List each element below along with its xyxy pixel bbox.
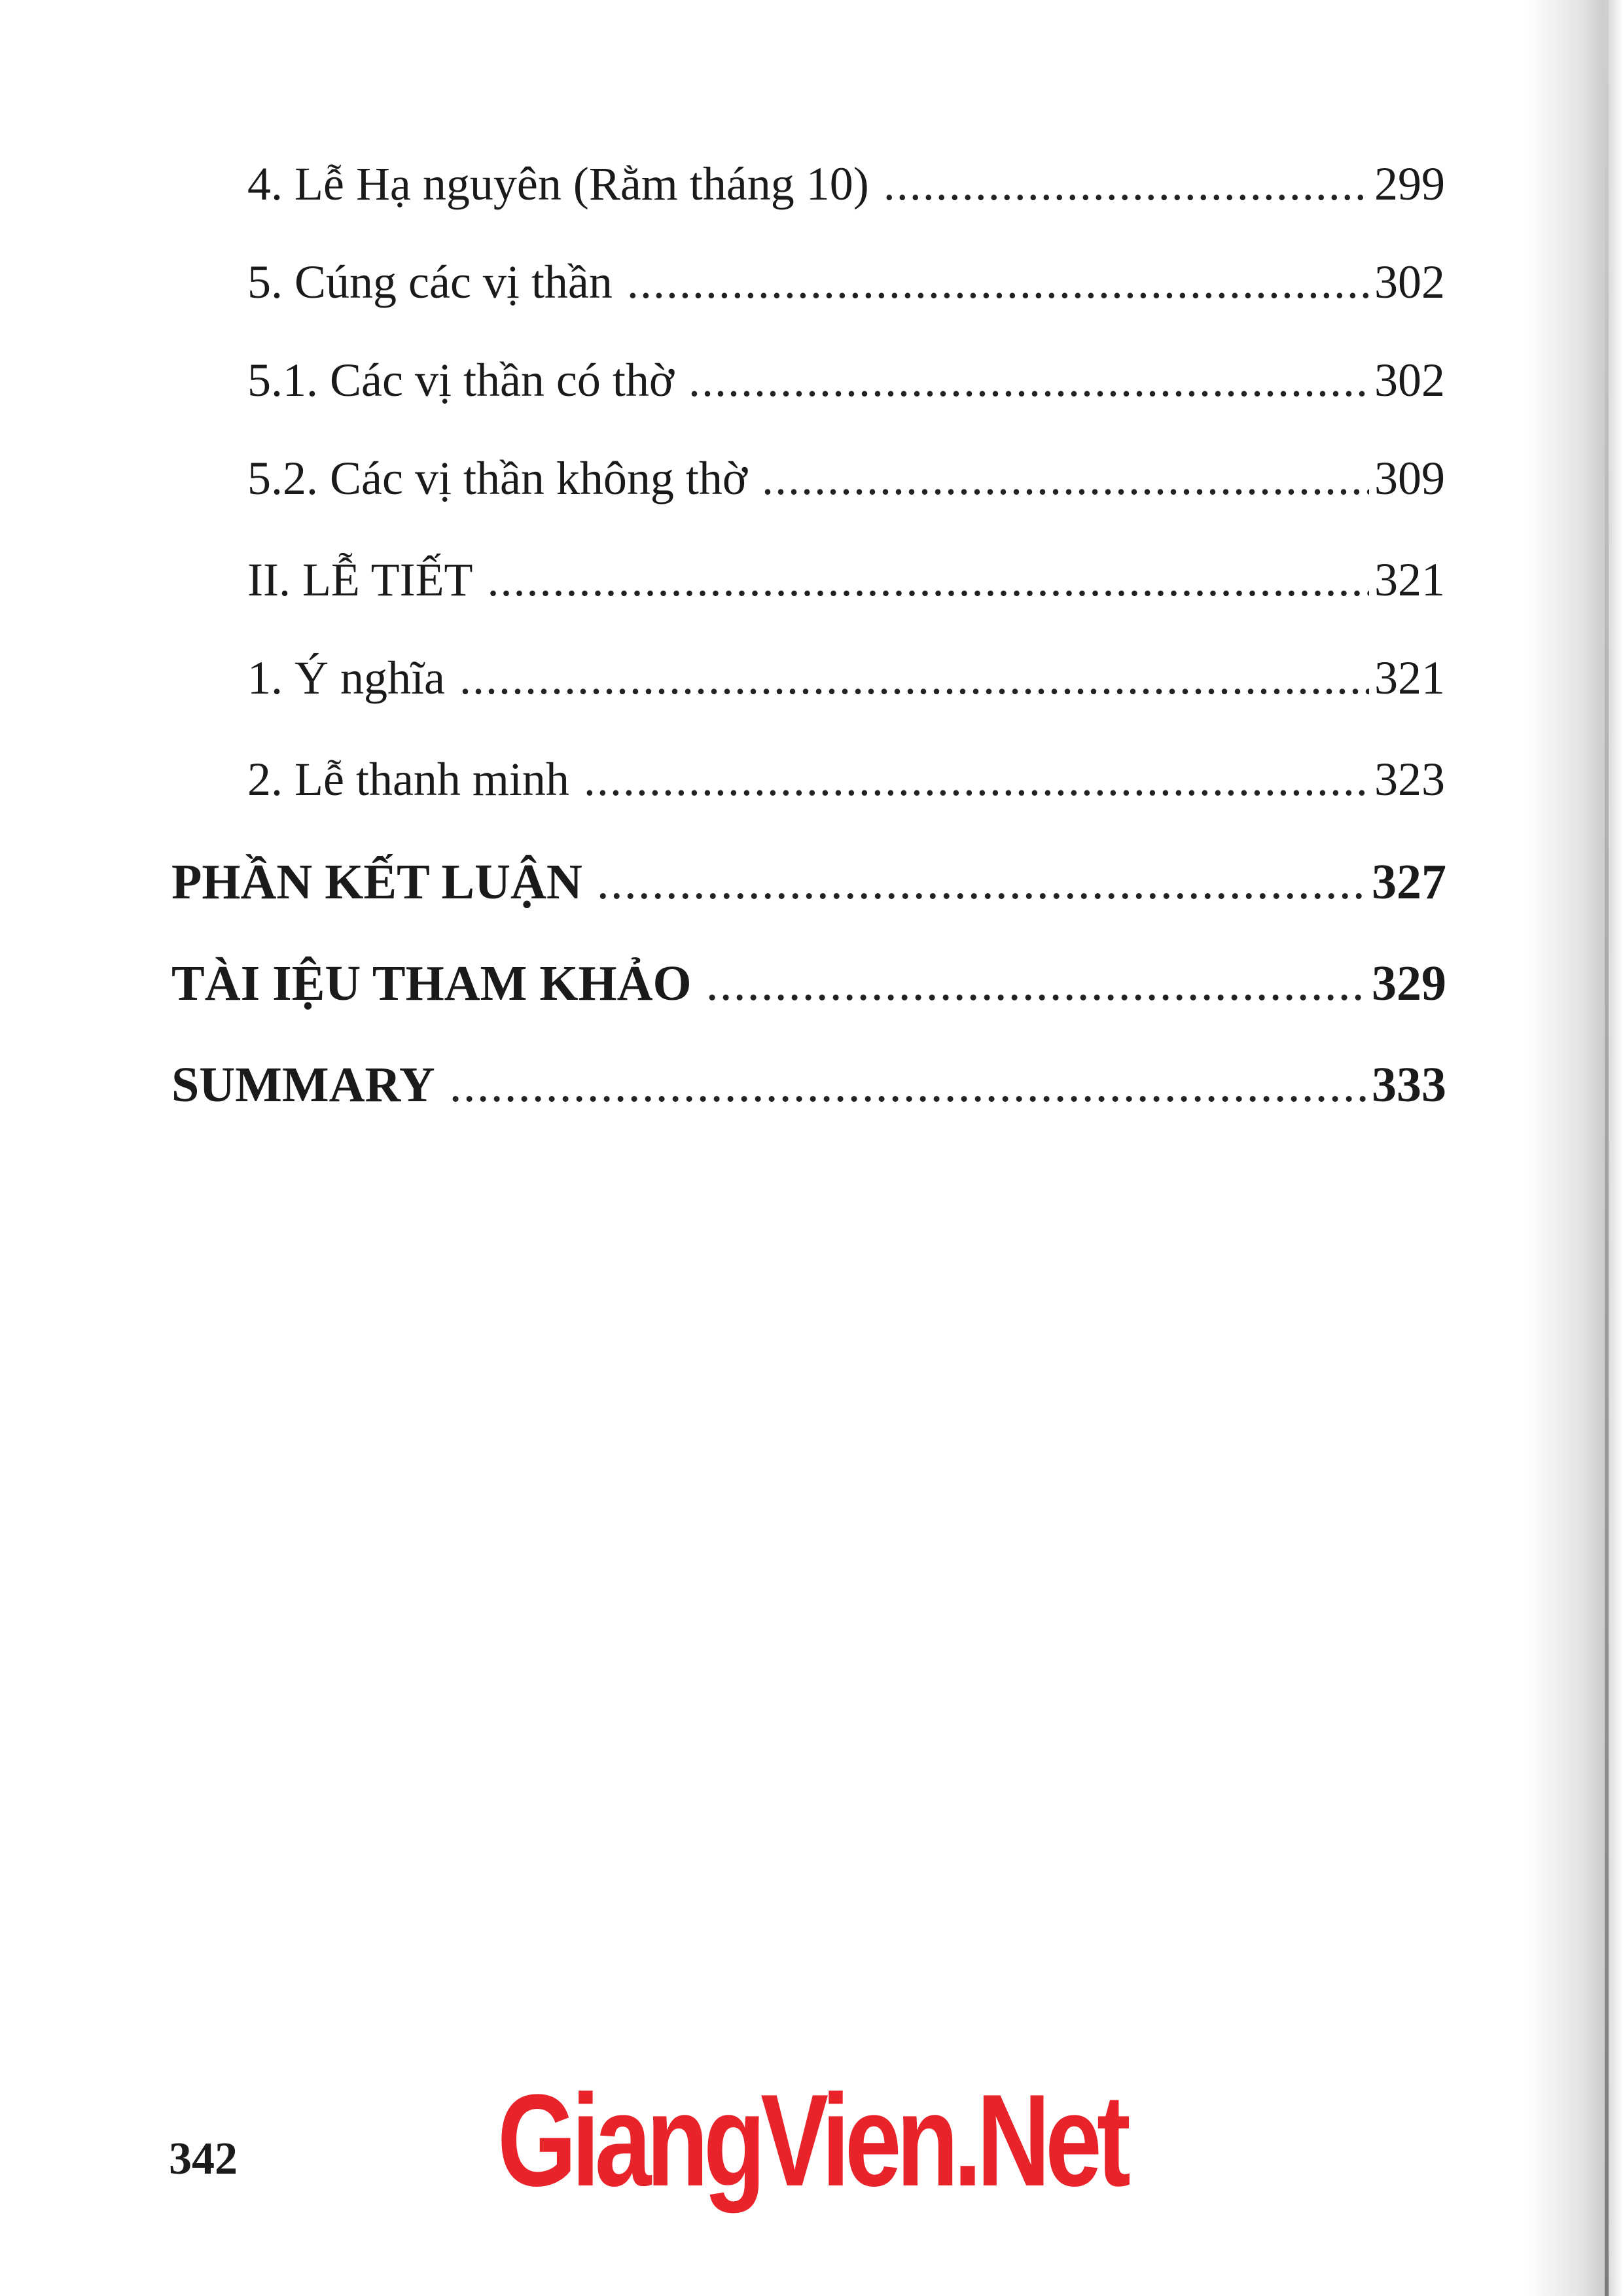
toc-entry-title: 2. Lễ thanh minh: [247, 753, 569, 805]
toc-entry-page: 321: [1374, 554, 1445, 606]
toc-leader-dots: [597, 854, 1366, 911]
toc-entry-page: 321: [1374, 652, 1445, 704]
toc-entry-page: 302: [1374, 256, 1445, 308]
toc-entry[interactable]: [247, 553, 1445, 607]
toc-entry[interactable]: [247, 752, 1445, 807]
toc-entry-title: PHẦN KẾT LUẬN: [171, 855, 582, 910]
toc-entry[interactable]: [171, 955, 1446, 1012]
toc-entry[interactable]: [247, 451, 1445, 506]
toc-entry-title: 4. Lễ Hạ nguyên (Rằm tháng 10): [247, 158, 869, 210]
toc-entry-title: 1. Ý nghĩa: [247, 652, 445, 704]
watermark-logo: [491, 2055, 1132, 2225]
toc-entry-page: 323: [1374, 753, 1445, 805]
page-number: 342: [169, 2134, 238, 2184]
toc-entry-page: 327: [1372, 855, 1446, 910]
toc-entry[interactable]: [247, 353, 1445, 408]
toc-leader-dots: [706, 955, 1366, 1012]
toc-entry[interactable]: [247, 157, 1445, 211]
toc-entry-page: 333: [1372, 1057, 1446, 1112]
toc-entry[interactable]: [171, 1057, 1446, 1114]
toc-entry-page: 302: [1374, 354, 1445, 406]
toc-entry-page: 299: [1374, 158, 1445, 210]
toc-leader-dots: [688, 353, 1369, 408]
toc-entry[interactable]: [171, 854, 1446, 911]
toc-entry-title: 5.1. Các vị thần có thờ: [247, 354, 674, 406]
toc-leader-dots: [459, 651, 1369, 705]
toc-entry-page: 329: [1372, 956, 1446, 1011]
toc-leader-dots: [450, 1057, 1366, 1114]
toc-leader-dots: [488, 553, 1369, 607]
watermark-text: GiangVien.Net: [497, 2068, 1130, 2214]
toc-entry-title: SUMMARY: [171, 1057, 435, 1112]
toc-entry-title: 5.2. Các vị thần không thờ: [247, 452, 747, 504]
toc-entry-title: TÀI IỆU THAM KHẢO: [171, 956, 692, 1011]
toc-leader-dots: [883, 157, 1369, 211]
toc-leader-dots: [584, 752, 1369, 807]
toc-entry[interactable]: [247, 651, 1445, 705]
toc-entry-title: II. LỄ TIẾT: [247, 554, 473, 606]
toc-entry[interactable]: [247, 255, 1445, 309]
toc-entry-page: 309: [1374, 452, 1445, 504]
toc-leader-dots: [762, 451, 1369, 506]
toc-entry-title: 5. Cúng các vị thần: [247, 256, 613, 308]
toc-leader-dots: [627, 255, 1369, 309]
